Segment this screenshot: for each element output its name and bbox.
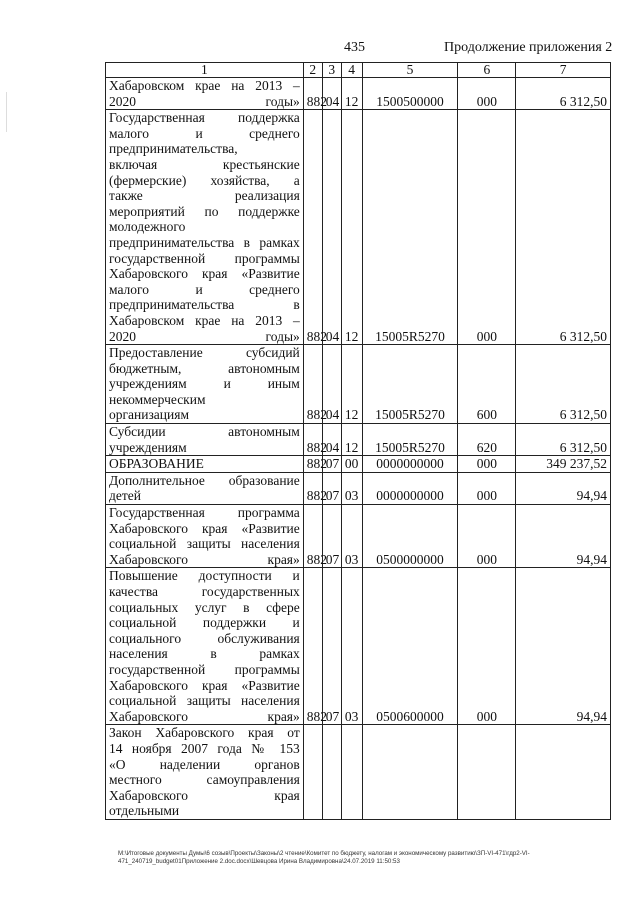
row-description — [106, 78, 304, 110]
description-line: Государственная поддержка — [109, 110, 300, 126]
expense-type-code: 000 — [458, 110, 516, 345]
description-line: населения в рамках — [109, 646, 300, 662]
description-line: предпринимательства в рамках — [109, 234, 300, 250]
file-path-footer — [118, 850, 618, 866]
description-line: Государственная программа — [109, 505, 300, 521]
description-line: социальной защиты населения — [109, 536, 300, 552]
amount-cell: 94,94 — [516, 472, 611, 504]
description-line: ОБРАЗОВАНИЕ — [109, 456, 204, 472]
description-line: Дополнительное образование — [109, 472, 300, 488]
section-code: 04 — [322, 110, 341, 345]
description-line: (фермерские) хозяйства, а — [109, 172, 300, 188]
description-line: молодежного — [109, 219, 186, 235]
subsection-code: 12 — [341, 110, 362, 345]
amount-cell: 94,94 — [516, 505, 611, 568]
row-description — [106, 456, 304, 473]
section-code — [322, 725, 341, 820]
description-line: 14 ноября 2007 года № 153 — [109, 740, 300, 756]
amount-cell: 6 312,50 — [516, 110, 611, 345]
description-line: Хабаровского края» — [109, 708, 300, 724]
description-line: учреждениям и иным — [109, 376, 300, 392]
target-article-code — [362, 725, 458, 820]
row-description — [106, 110, 304, 345]
target-article-code: 15005R5270 — [362, 424, 458, 456]
table-header-row — [106, 63, 611, 78]
description-line: государственной программы — [109, 250, 300, 266]
section-code: 07 — [322, 472, 341, 504]
row-description — [106, 568, 304, 725]
description-line: Хабаровском крае на 2013 – — [109, 78, 300, 93]
description-line: отдельными — [109, 803, 180, 819]
subsection-code: 12 — [341, 345, 362, 424]
department-code: 882 — [303, 110, 322, 345]
target-article-code: 0000000000 — [362, 472, 458, 504]
department-code: 882 — [303, 456, 322, 473]
description-line: малого и среднего — [109, 281, 300, 297]
expense-type-code: 000 — [458, 456, 516, 473]
description-line: предпринимательства, — [109, 141, 238, 157]
footer-line: M:\Итоговые документы Думы\6 созыв\Проекты\Законы\2 чтение\Комитет по бюджету, налогам и экономическому развитию\ЗП-VI-471\гдр2-VI- — [118, 850, 530, 857]
description-line: малого и среднего — [109, 125, 300, 141]
description-line: Хабаровского края «Развитие — [109, 677, 300, 693]
row-description — [106, 725, 304, 820]
section-code: 07 — [322, 568, 341, 725]
subsection-code: 12 — [341, 78, 362, 110]
amount-cell: 6 312,50 — [516, 424, 611, 456]
department-code — [303, 725, 322, 820]
subsection-code: 00 — [341, 456, 362, 473]
description-line: Повышение доступности и — [109, 568, 300, 584]
description-line: 2020 годы» — [109, 93, 300, 109]
subsection-code: 12 — [341, 424, 362, 456]
description-line: детей — [109, 488, 141, 504]
budget-table — [105, 62, 611, 820]
description-line: Закон Хабаровского края от — [109, 725, 300, 741]
amount-cell: 6 312,50 — [516, 345, 611, 424]
column-header: 7 — [516, 63, 611, 78]
description-line: также реализация — [109, 188, 300, 204]
description-line: социальных услуг в сфере — [109, 599, 300, 615]
amount-cell — [516, 725, 611, 820]
row-description — [106, 505, 304, 568]
subsection-code: 03 — [341, 568, 362, 725]
description-line: Хабаровского края» — [109, 551, 300, 567]
table-row — [106, 424, 611, 456]
target-article-code: 0500600000 — [362, 568, 458, 725]
subsection-code — [341, 725, 362, 820]
description-line: учреждениям — [109, 439, 187, 455]
section-code: 04 — [322, 78, 341, 110]
target-article-code: 15005R5270 — [362, 345, 458, 424]
table-row — [106, 472, 611, 504]
page-number: 435 — [344, 40, 365, 55]
table-row — [106, 725, 611, 820]
description-line: некоммерческим — [109, 391, 206, 407]
department-code: 882 — [303, 78, 322, 110]
row-description — [106, 424, 304, 456]
section-code: 07 — [322, 505, 341, 568]
table-body — [106, 78, 611, 820]
expense-type-code: 000 — [458, 568, 516, 725]
department-code: 882 — [303, 472, 322, 504]
target-article-code: 15005R5270 — [362, 110, 458, 345]
expense-type-code: 000 — [458, 505, 516, 568]
expense-type-code: 000 — [458, 78, 516, 110]
description-line: 2020 годы» — [109, 328, 300, 344]
department-code: 882 — [303, 568, 322, 725]
column-header: 3 — [322, 63, 341, 78]
subsection-code: 03 — [341, 472, 362, 504]
description-line: предпринимательства в — [109, 297, 300, 313]
description-line: качества государственных — [109, 584, 300, 599]
expense-type-code: 620 — [458, 424, 516, 456]
target-article-code: 0500000000 — [362, 505, 458, 568]
description-line: Предоставление субсидий — [109, 345, 300, 361]
row-description — [106, 345, 304, 424]
description-line: «О наделении органов — [109, 756, 300, 772]
footer-line: 471_240719_budget01Приложение 2.doc.docx\Шевцова Ирина Владимировна\24.07.2019 11:50:53 — [118, 858, 400, 865]
target-article-code: 1500500000 — [362, 78, 458, 110]
amount-cell: 94,94 — [516, 568, 611, 725]
description-line: включая крестьянские — [109, 156, 300, 172]
table-row — [106, 505, 611, 568]
description-line: социальной поддержки и — [109, 615, 300, 631]
column-header: 2 — [303, 63, 322, 78]
description-line: местного самоуправления — [109, 772, 300, 788]
table-row — [106, 78, 611, 110]
column-header: 6 — [458, 63, 516, 78]
description-line: государственной программы — [109, 661, 300, 677]
column-header: 5 — [362, 63, 458, 78]
section-code: 04 — [322, 345, 341, 424]
expense-type-code: 000 — [458, 472, 516, 504]
table-row — [106, 345, 611, 424]
department-code: 882 — [303, 424, 322, 456]
description-line: Хабаровского края — [109, 787, 300, 803]
amount-cell: 349 237,52 — [516, 456, 611, 473]
section-code: 07 — [322, 456, 341, 473]
row-description — [106, 472, 304, 504]
description-line: Хабаровском крае на 2013 – — [109, 312, 300, 328]
table-row — [106, 110, 611, 345]
expense-type-code — [458, 725, 516, 820]
table-row — [106, 568, 611, 725]
department-code: 882 — [303, 345, 322, 424]
description-line: социальной защиты населения — [109, 693, 300, 709]
description-line: социального обслуживания — [109, 630, 300, 646]
description-line: мероприятий по поддержке — [109, 203, 300, 219]
description-line: организациям — [109, 407, 190, 423]
section-code: 04 — [322, 424, 341, 456]
department-code: 882 — [303, 505, 322, 568]
scan-margin-mark — [6, 92, 7, 132]
table-row — [106, 456, 611, 473]
description-line: Субсидии автономным — [109, 424, 300, 440]
subsection-code: 03 — [341, 505, 362, 568]
column-header: 1 — [106, 63, 304, 78]
column-header: 4 — [341, 63, 362, 78]
description-line: бюджетным, автономным — [109, 360, 300, 376]
description-line: Хабаровского края «Развитие — [109, 520, 300, 536]
target-article-code: 0000000000 — [362, 456, 458, 473]
description-line: Хабаровского края «Развитие — [109, 266, 300, 282]
amount-cell: 6 312,50 — [516, 78, 611, 110]
expense-type-code: 600 — [458, 345, 516, 424]
appendix-continuation-label: Продолжение приложения 2 — [444, 40, 613, 55]
